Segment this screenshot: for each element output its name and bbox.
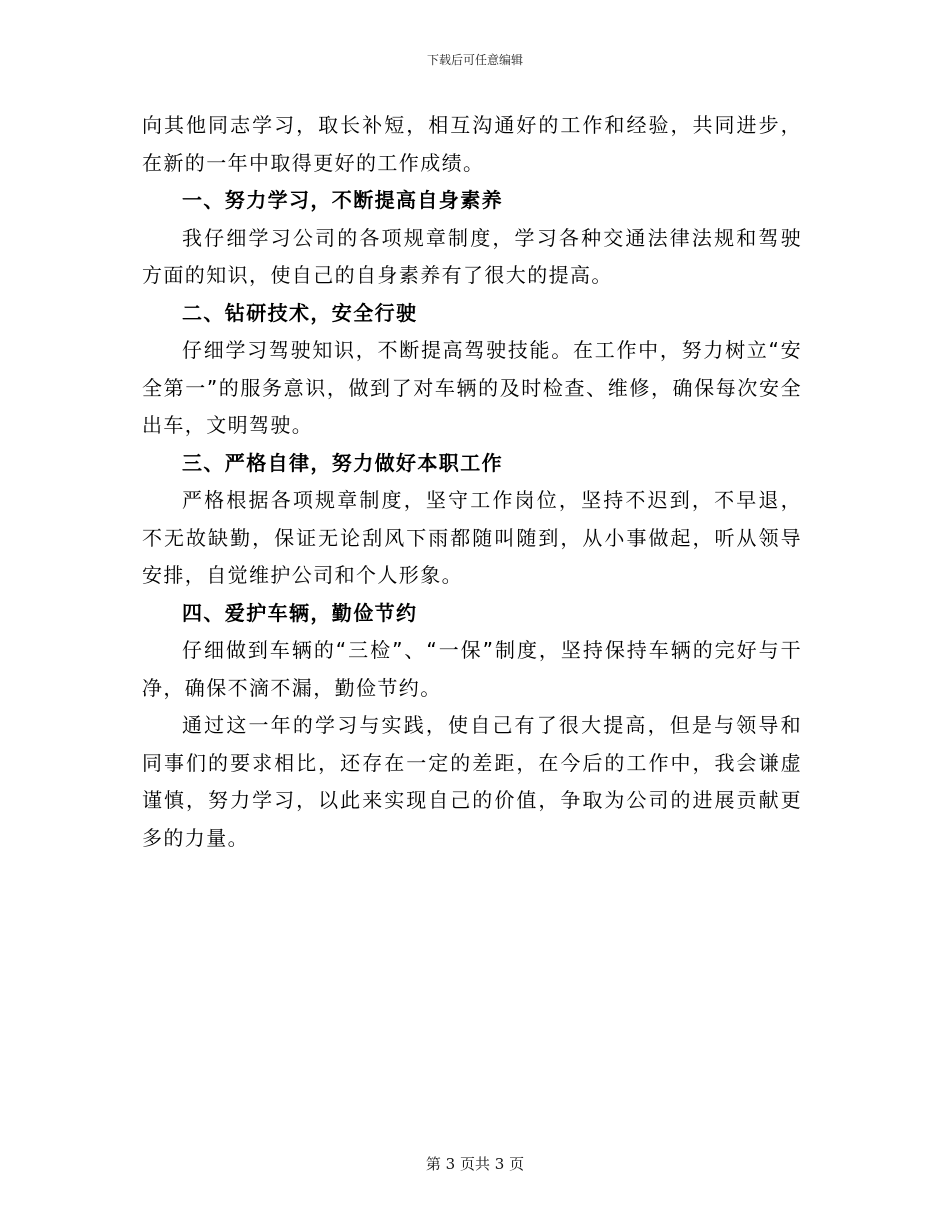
paragraph-section-3: 严格根据各项规章制度，坚守工作岗位，坚持不迟到，不早退，不无故缺勤，保证无论刮风下雨都随叫随到，从小事做起，听从领导安排，自觉维护公司和个人形象。 <box>142 488 802 587</box>
page-header: 下载后可任意编辑 <box>426 53 523 67</box>
paragraph-conclusion: 通过这一年的学习与实践，使自己有了很大提高，但是与领导和同事们的要求相比，还存在一定的差距，在今后的工作中，我会谦虚谨慎，努力学习，以此来实现自己的价值，争取为公司的进展贡献更多的力量。 <box>142 713 802 850</box>
page-number: 第 3 页共 3 页 <box>425 1155 525 1173</box>
section-heading-1: 一、努力学习，不断提高自身素养 <box>182 188 503 212</box>
paragraph-continued: 向其他同志学习，取长补短，相互沟通好的工作和经验，共同进步，在新的一年中取得更好的工作成绩。 <box>142 113 802 175</box>
section-heading-4: 四、爱护车辆，勤俭节约 <box>182 600 418 625</box>
section-heading-3: 三、严格自律，努力做好本职工作 <box>182 450 503 475</box>
section-heading-2: 二、钻研技术，安全行驶 <box>182 300 418 325</box>
paragraph-section-2: 仔细学习驾驶知识，不断提高驾驶技能。在工作中，努力树立“安全第一”的服务意识，做到了对车辆的及时检查、维修，确保每次安全出车，文明驾驶。 <box>142 338 802 437</box>
document-body <box>142 107 802 857</box>
paragraph-section-1: 我仔细学习公司的各项规章制度，学习各种交通法律法规和驾驶方面的知识，使自己的自身素养有了很大的提高。 <box>142 225 802 287</box>
paragraph-section-4: 仔细做到车辆的“三检”、“一保”制度，坚持保持车辆的完好与干净，确保不滴不漏，勤俭节约。 <box>142 638 802 700</box>
